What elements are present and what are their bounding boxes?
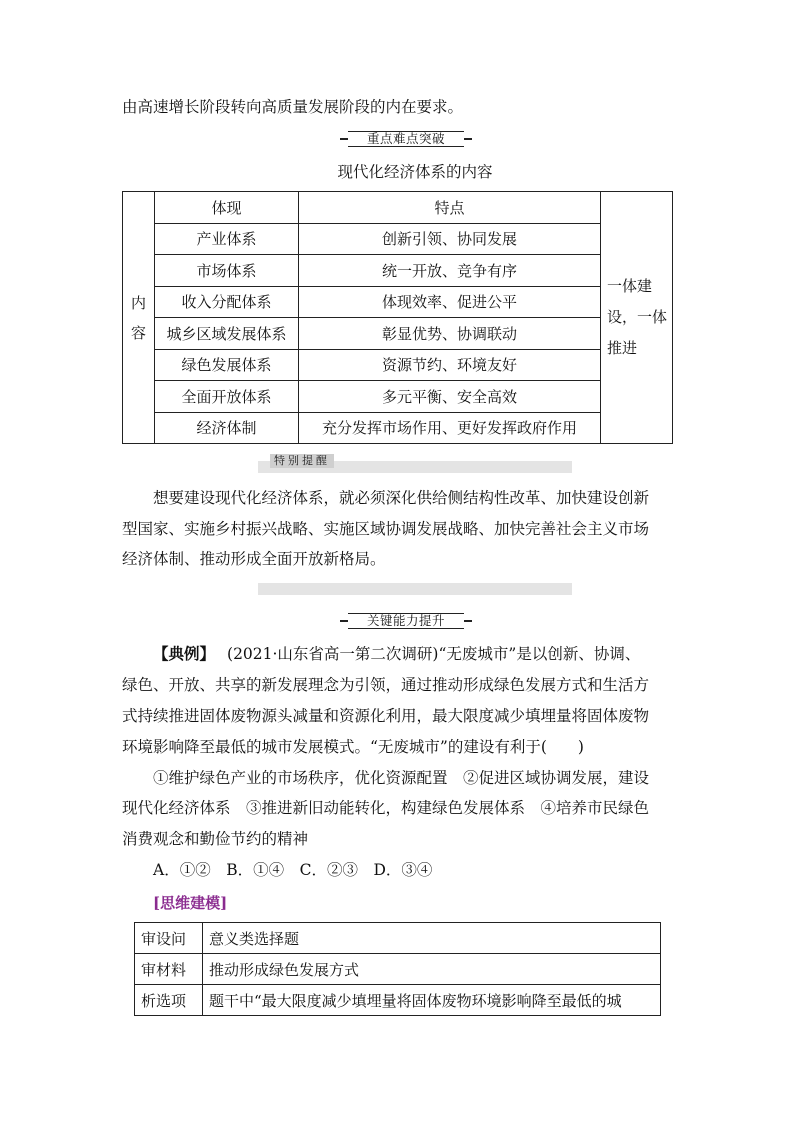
statement-line: 现代化经济体系 ③推进新旧动能转化，构建绿色发展体系 ④培养市民绿色 (122, 799, 650, 817)
tip-label: 特别提醒 (270, 454, 334, 468)
table-row (123, 318, 673, 350)
table-cell: 经济体制 (155, 412, 299, 444)
table-row (123, 412, 673, 444)
tip-paragraph-line: 经济体制、推动形成全面开放新格局。 (122, 550, 386, 568)
table-title: 现代化经济体系的内容 (337, 163, 493, 181)
side-label-cell (123, 192, 155, 444)
example-line: 绿色、开放、共享的新发展理念为引领，通过推动形成绿色发展方式和生活方 (122, 676, 650, 694)
example-line: 环境影响降至最低的城市发展模式。“无废城市”的建设有利于( ) (122, 738, 584, 756)
table-cell: 收入分配体系 (155, 286, 299, 318)
table-cell: 创新引领、协同发展 (299, 223, 601, 255)
table-cell: 审设问 (135, 923, 203, 954)
table-cell: 城乡区域发展体系 (155, 318, 299, 350)
statement-line: ①维护绿色产业的市场秩序，优化资源配置 ②促进区域协调发展，建设 (153, 769, 650, 787)
table-cell: 彰显优势、协调联动 (299, 318, 601, 350)
side-label-char: 容 (130, 323, 146, 342)
header-cell: 特点 (299, 192, 601, 224)
table-row (123, 349, 673, 381)
table-cell: 多元平衡、安全高效 (299, 381, 601, 413)
table-cell: 析选项 (135, 985, 203, 1016)
header-cell: 体现 (155, 192, 299, 224)
table-cell: 资源节约、环境友好 (299, 349, 601, 381)
table-cell: 体现效率、促进公平 (299, 286, 601, 318)
statement-line: 消费观念和勤俭节约的精神 (122, 830, 309, 848)
table-cell: 产业体系 (155, 223, 299, 255)
table-cell: 推动形成绿色发展方式 (203, 954, 661, 985)
example-tag: 【典例】 (153, 644, 216, 663)
section-heading-key-points: 重点难点突破 (348, 131, 464, 147)
model-title: [思维建模] (153, 894, 228, 912)
table-cell: 意义类选择题 (203, 923, 661, 954)
table-row (123, 381, 673, 413)
table-cell: 绿色发展体系 (155, 349, 299, 381)
analysis-table (134, 922, 661, 1016)
table-cell: 全面开放体系 (155, 381, 299, 413)
section-heading-key-abilities: 关键能力提升 (348, 613, 464, 629)
table-row (135, 923, 661, 954)
intro-line: 由高速增长阶段转向高质量发展阶段的内在要求。 (122, 98, 464, 116)
example-first-line (153, 644, 640, 664)
table-cell: 统一开放、竞争有序 (299, 255, 601, 287)
table-row (123, 223, 673, 255)
side-label-char: 内 (130, 293, 146, 312)
table-cell: 市场体系 (155, 255, 299, 287)
table-row (135, 985, 661, 1016)
example-line: 式持续推进固体废物源头减量和资源化利用，最大限度减少填埋量将固体废物 (122, 707, 650, 725)
economic-system-table (122, 191, 673, 444)
table-row (123, 286, 673, 318)
right-summary-cell: 一体建设，一体推进 (601, 192, 673, 444)
divider-bar (258, 583, 572, 595)
table-cell: 题干中“最大限度减少填埋量将固体废物环境影响降至最低的城 (203, 985, 661, 1016)
table-row (135, 954, 661, 985)
table-row (123, 255, 673, 287)
example-line: (2021·山东省高一第二次调研)“无废城市”是以创新、协调、 (227, 645, 641, 663)
answer-options: A．①② B．①④ C．②③ D．③④ (153, 861, 433, 879)
tip-paragraph-line: 想要建设现代化经济体系，就必须深化供给侧结构性改革、加快建设创新 (153, 489, 650, 507)
table-header-row (123, 192, 673, 224)
table-cell: 充分发挥市场作用、更好发挥政府作用 (299, 412, 601, 444)
table-cell: 审材料 (135, 954, 203, 985)
tip-paragraph-line: 型国家、实施乡村振兴战略、实施区域协调发展战略、加快完善社会主义市场 (122, 520, 650, 538)
